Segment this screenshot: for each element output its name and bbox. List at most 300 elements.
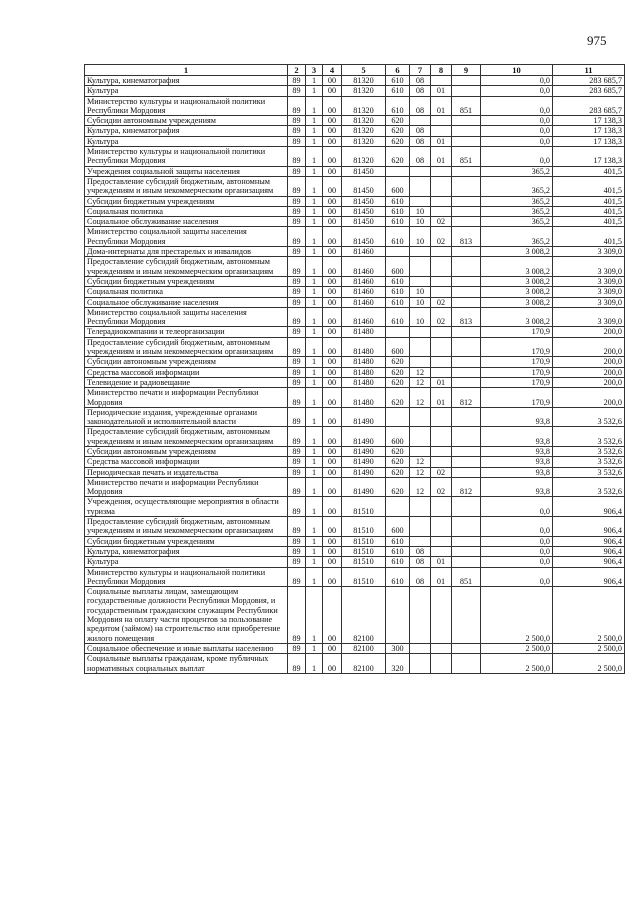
table-row <box>85 477 625 497</box>
code-a-cell: 1 <box>306 96 323 116</box>
code-a-cell: 1 <box>306 147 323 167</box>
code-expense-type-cell: 610 <box>386 217 410 227</box>
code-subsection-cell <box>431 446 452 456</box>
code-grbs-cell: 89 <box>288 206 306 216</box>
table-row <box>85 517 625 537</box>
code-section-cell: 10 <box>410 287 431 297</box>
code-ministry-cell <box>452 557 481 567</box>
code-a-cell: 1 <box>306 377 323 387</box>
code-target-cell: 81490 <box>342 477 386 497</box>
amount-year-2-cell: 906,4 <box>553 546 625 556</box>
column-header: 7 <box>410 65 431 76</box>
code-subsection-cell <box>431 176 452 196</box>
code-b-cell: 00 <box>323 337 342 357</box>
amount-year-2-cell: 906,4 <box>553 536 625 546</box>
code-grbs-cell: 89 <box>288 427 306 447</box>
amount-year-1-cell: 93,8 <box>481 446 553 456</box>
amount-year-2-cell: 2 500,0 <box>553 654 625 674</box>
item-name-cell: Субсидии бюджетным учреждениям <box>85 276 288 286</box>
amount-year-1-cell: 365,2 <box>481 176 553 196</box>
code-ministry-cell: 813 <box>452 227 481 247</box>
table-row <box>85 257 625 277</box>
code-expense-type-cell: 610 <box>386 307 410 327</box>
code-subsection-cell <box>431 196 452 206</box>
code-expense-type-cell <box>386 166 410 176</box>
code-target-cell: 81510 <box>342 557 386 567</box>
code-grbs-cell: 89 <box>288 654 306 674</box>
code-expense-type-cell: 620 <box>386 357 410 367</box>
amount-year-2-cell: 2 500,0 <box>553 587 625 644</box>
code-target-cell: 81450 <box>342 166 386 176</box>
item-name-cell: Культура <box>85 557 288 567</box>
code-expense-type-cell: 610 <box>386 76 410 86</box>
code-subsection-cell: 01 <box>431 147 452 167</box>
amount-year-2-cell: 401,5 <box>553 217 625 227</box>
code-b-cell: 00 <box>323 206 342 216</box>
amount-year-2-cell: 200,0 <box>553 327 625 337</box>
code-section-cell <box>410 654 431 674</box>
code-ministry-cell <box>452 337 481 357</box>
code-a-cell: 1 <box>306 367 323 377</box>
table-row <box>85 136 625 146</box>
code-ministry-cell <box>452 457 481 467</box>
amount-year-1-cell: 0,0 <box>481 517 553 537</box>
code-expense-type-cell: 600 <box>386 176 410 196</box>
code-ministry-cell <box>452 497 481 517</box>
table-row <box>85 166 625 176</box>
code-b-cell: 00 <box>323 287 342 297</box>
column-header: 10 <box>481 65 553 76</box>
item-name-cell: Социальные выплаты гражданам, кроме публичных нормативных социальных выплат <box>85 654 288 674</box>
amount-year-1-cell: 3 008,2 <box>481 297 553 307</box>
item-name-cell: Министерство социальной защиты населения Республики Мордовия <box>85 227 288 247</box>
table-row <box>85 557 625 567</box>
code-grbs-cell: 89 <box>288 467 306 477</box>
code-grbs-cell: 89 <box>288 536 306 546</box>
item-name-cell: Социальная политика <box>85 287 288 297</box>
code-expense-type-cell: 610 <box>386 276 410 286</box>
code-target-cell: 81450 <box>342 176 386 196</box>
code-target-cell: 81320 <box>342 116 386 126</box>
code-ministry-cell <box>452 377 481 387</box>
column-header: 5 <box>342 65 386 76</box>
code-expense-type-cell: 620 <box>386 446 410 456</box>
code-ministry-cell <box>452 587 481 644</box>
amount-year-1-cell: 0,0 <box>481 96 553 116</box>
code-expense-type-cell: 600 <box>386 337 410 357</box>
code-grbs-cell: 89 <box>288 517 306 537</box>
table-row <box>85 247 625 257</box>
code-b-cell: 00 <box>323 587 342 644</box>
code-target-cell: 81460 <box>342 297 386 307</box>
code-b-cell: 00 <box>323 257 342 277</box>
amount-year-1-cell: 0,0 <box>481 76 553 86</box>
code-a-cell: 1 <box>306 136 323 146</box>
code-a-cell: 1 <box>306 206 323 216</box>
code-section-cell: 12 <box>410 457 431 467</box>
column-header: 3 <box>306 65 323 76</box>
code-subsection-cell: 01 <box>431 557 452 567</box>
code-grbs-cell: 89 <box>288 176 306 196</box>
item-name-cell: Предоставление субсидий бюджетным, автономным учреждениям и иным некоммерческим организациям <box>85 257 288 277</box>
table-row <box>85 567 625 587</box>
code-a-cell: 1 <box>306 247 323 257</box>
code-expense-type-cell: 620 <box>386 147 410 167</box>
amount-year-2-cell: 200,0 <box>553 357 625 367</box>
code-a-cell: 1 <box>306 176 323 196</box>
code-subsection-cell <box>431 357 452 367</box>
amount-year-1-cell: 170,9 <box>481 377 553 387</box>
code-target-cell: 81320 <box>342 96 386 116</box>
code-section-cell: 12 <box>410 377 431 387</box>
code-a-cell: 1 <box>306 407 323 427</box>
table-row <box>85 407 625 427</box>
item-name-cell: Предоставление субсидий бюджетным, автономным учреждениям и иным некоммерческим организациям <box>85 337 288 357</box>
code-expense-type-cell <box>386 327 410 337</box>
code-target-cell: 81320 <box>342 136 386 146</box>
amount-year-1-cell: 0,0 <box>481 147 553 167</box>
code-target-cell: 81490 <box>342 467 386 477</box>
code-a-cell: 1 <box>306 196 323 206</box>
code-subsection-cell <box>431 126 452 136</box>
code-grbs-cell: 89 <box>288 388 306 408</box>
code-ministry-cell <box>452 536 481 546</box>
code-ministry-cell <box>452 654 481 674</box>
amount-year-2-cell: 17 138,3 <box>553 147 625 167</box>
code-ministry-cell <box>452 176 481 196</box>
code-subsection-cell <box>431 337 452 357</box>
code-section-cell <box>410 446 431 456</box>
code-target-cell: 81480 <box>342 337 386 357</box>
code-subsection-cell: 02 <box>431 297 452 307</box>
code-ministry-cell <box>452 446 481 456</box>
code-grbs-cell: 89 <box>288 257 306 277</box>
code-grbs-cell: 89 <box>288 116 306 126</box>
code-a-cell: 1 <box>306 76 323 86</box>
amount-year-1-cell: 0,0 <box>481 86 553 96</box>
code-grbs-cell: 89 <box>288 196 306 206</box>
item-name-cell: Социальное обеспечение и иные выплаты населению <box>85 643 288 653</box>
code-grbs-cell: 89 <box>288 377 306 387</box>
code-ministry-cell <box>452 276 481 286</box>
code-target-cell: 81490 <box>342 427 386 447</box>
code-subsection-cell: 02 <box>431 477 452 497</box>
code-grbs-cell: 89 <box>288 227 306 247</box>
column-header: 6 <box>386 65 410 76</box>
code-target-cell: 81510 <box>342 517 386 537</box>
table-row <box>85 196 625 206</box>
code-target-cell: 81320 <box>342 76 386 86</box>
code-subsection-cell <box>431 367 452 377</box>
code-section-cell: 08 <box>410 86 431 96</box>
code-grbs-cell: 89 <box>288 247 306 257</box>
code-subsection-cell: 01 <box>431 388 452 408</box>
amount-year-2-cell: 906,4 <box>553 497 625 517</box>
amount-year-2-cell: 3 532,6 <box>553 467 625 477</box>
table-row <box>85 307 625 327</box>
code-section-cell: 08 <box>410 136 431 146</box>
code-expense-type-cell: 620 <box>386 367 410 377</box>
item-name-cell: Министерство печати и информации Республики Мордовия <box>85 477 288 497</box>
code-section-cell: 12 <box>410 388 431 408</box>
code-ministry-cell <box>452 546 481 556</box>
code-expense-type-cell: 610 <box>386 96 410 116</box>
code-b-cell: 00 <box>323 327 342 337</box>
code-a-cell: 1 <box>306 643 323 653</box>
code-b-cell: 00 <box>323 643 342 653</box>
table-row <box>85 76 625 86</box>
code-grbs-cell: 89 <box>288 567 306 587</box>
code-b-cell: 00 <box>323 467 342 477</box>
amount-year-1-cell: 365,2 <box>481 196 553 206</box>
table-row <box>85 86 625 96</box>
amount-year-1-cell: 365,2 <box>481 166 553 176</box>
item-name-cell: Телерадиокомпании и телеорганизации <box>85 327 288 337</box>
code-grbs-cell: 89 <box>288 217 306 227</box>
table-row <box>85 497 625 517</box>
amount-year-2-cell: 200,0 <box>553 377 625 387</box>
code-subsection-cell <box>431 276 452 286</box>
item-name-cell: Социальные выплаты лицам, замещающим государственные должности Республики Мордовия, и государственным гражданским служащим Республики Мордовия на оплату части процентов за пользование кредитом (займом) на строительство или приобретение жилого помещения <box>85 587 288 644</box>
code-b-cell: 00 <box>323 357 342 367</box>
code-target-cell: 81450 <box>342 227 386 247</box>
item-name-cell: Культура, кинематография <box>85 546 288 556</box>
page-number: 975 <box>587 33 607 48</box>
amount-year-2-cell: 200,0 <box>553 388 625 408</box>
code-ministry-cell: 813 <box>452 307 481 327</box>
code-target-cell: 81510 <box>342 567 386 587</box>
table-row <box>85 388 625 408</box>
amount-year-2-cell: 3 532,6 <box>553 457 625 467</box>
code-section-cell: 08 <box>410 546 431 556</box>
code-ministry-cell <box>452 427 481 447</box>
code-a-cell: 1 <box>306 297 323 307</box>
code-a-cell: 1 <box>306 276 323 286</box>
code-b-cell: 00 <box>323 276 342 286</box>
amount-year-1-cell: 170,9 <box>481 337 553 357</box>
amount-year-2-cell: 200,0 <box>553 367 625 377</box>
item-name-cell: Министерство социальной защиты населения Республики Мордовия <box>85 307 288 327</box>
code-a-cell: 1 <box>306 287 323 297</box>
table-row <box>85 227 625 247</box>
code-a-cell: 1 <box>306 546 323 556</box>
table-row <box>85 587 625 644</box>
code-expense-type-cell: 620 <box>386 388 410 408</box>
code-subsection-cell <box>431 407 452 427</box>
table-row <box>85 96 625 116</box>
code-subsection-cell: 01 <box>431 86 452 96</box>
code-section-cell: 10 <box>410 206 431 216</box>
table-row <box>85 536 625 546</box>
amount-year-2-cell: 906,4 <box>553 567 625 587</box>
amount-year-1-cell: 3 008,2 <box>481 287 553 297</box>
item-name-cell: Периодические издания, учрежденные органами законодательной и исполнительной власти <box>85 407 288 427</box>
item-name-cell: Министерство печати и информации Республики Мордовия <box>85 388 288 408</box>
code-section-cell: 08 <box>410 567 431 587</box>
item-name-cell: Культура, кинематография <box>85 76 288 86</box>
code-ministry-cell: 851 <box>452 567 481 587</box>
code-expense-type-cell: 620 <box>386 116 410 126</box>
code-subsection-cell <box>431 76 452 86</box>
code-a-cell: 1 <box>306 388 323 408</box>
item-name-cell: Министерство культуры и национальной политики Республики Мордовия <box>85 147 288 167</box>
code-target-cell: 81460 <box>342 247 386 257</box>
code-section-cell: 10 <box>410 307 431 327</box>
code-subsection-cell <box>431 497 452 517</box>
item-name-cell: Предоставление субсидий бюджетным, автономным учреждениям и иным некоммерческим организациям <box>85 176 288 196</box>
code-grbs-cell: 89 <box>288 557 306 567</box>
table-row <box>85 427 625 447</box>
column-header: 4 <box>323 65 342 76</box>
code-expense-type-cell: 610 <box>386 557 410 567</box>
amount-year-2-cell: 2 500,0 <box>553 643 625 653</box>
table-row <box>85 116 625 126</box>
code-ministry-cell <box>452 196 481 206</box>
code-section-cell <box>410 536 431 546</box>
code-b-cell: 00 <box>323 407 342 427</box>
code-section-cell <box>410 166 431 176</box>
item-name-cell: Предоставление субсидий бюджетным, автономным учреждениям и иным некоммерческим организациям <box>85 517 288 537</box>
code-ministry-cell <box>452 327 481 337</box>
amount-year-2-cell: 283 685,7 <box>553 86 625 96</box>
code-subsection-cell <box>431 587 452 644</box>
code-b-cell: 00 <box>323 377 342 387</box>
code-grbs-cell: 89 <box>288 147 306 167</box>
amount-year-2-cell: 17 138,3 <box>553 116 625 126</box>
item-name-cell: Средства массовой информации <box>85 367 288 377</box>
item-name-cell: Субсидии бюджетным учреждениям <box>85 536 288 546</box>
item-name-cell: Учреждения, осуществляющие мероприятия в области туризма <box>85 497 288 517</box>
item-name-cell: Субсидии автономным учреждениям <box>85 446 288 456</box>
code-grbs-cell: 89 <box>288 497 306 517</box>
code-subsection-cell <box>431 643 452 653</box>
item-name-cell: Дома-интернаты для престарелых и инвалидов <box>85 247 288 257</box>
code-target-cell: 82100 <box>342 643 386 653</box>
code-a-cell: 1 <box>306 467 323 477</box>
code-grbs-cell: 89 <box>288 546 306 556</box>
table-row <box>85 327 625 337</box>
code-expense-type-cell: 600 <box>386 427 410 447</box>
column-header: 11 <box>553 65 625 76</box>
code-subsection-cell <box>431 257 452 277</box>
code-target-cell: 81480 <box>342 377 386 387</box>
code-a-cell: 1 <box>306 517 323 537</box>
code-b-cell: 00 <box>323 307 342 327</box>
code-expense-type-cell: 610 <box>386 227 410 247</box>
code-expense-type-cell: 610 <box>386 196 410 206</box>
code-b-cell: 00 <box>323 126 342 136</box>
code-a-cell: 1 <box>306 116 323 126</box>
code-target-cell: 81510 <box>342 546 386 556</box>
code-expense-type-cell <box>386 497 410 517</box>
code-b-cell: 00 <box>323 427 342 447</box>
code-section-cell <box>410 427 431 447</box>
code-subsection-cell: 01 <box>431 567 452 587</box>
table-row <box>85 176 625 196</box>
amount-year-2-cell: 17 138,3 <box>553 136 625 146</box>
code-section-cell: 08 <box>410 76 431 86</box>
code-target-cell: 81460 <box>342 307 386 327</box>
item-name-cell: Учреждения социальной защиты населения <box>85 166 288 176</box>
code-grbs-cell: 89 <box>288 327 306 337</box>
code-b-cell: 00 <box>323 227 342 247</box>
amount-year-1-cell: 0,0 <box>481 116 553 126</box>
code-grbs-cell: 89 <box>288 297 306 307</box>
code-b-cell: 00 <box>323 517 342 537</box>
table-row <box>85 467 625 477</box>
code-expense-type-cell: 600 <box>386 517 410 537</box>
amount-year-1-cell: 0,0 <box>481 136 553 146</box>
table-row <box>85 357 625 367</box>
code-a-cell: 1 <box>306 307 323 327</box>
code-a-cell: 1 <box>306 357 323 367</box>
code-b-cell: 00 <box>323 217 342 227</box>
code-expense-type-cell: 610 <box>386 287 410 297</box>
code-section-cell <box>410 247 431 257</box>
code-section-cell: 08 <box>410 147 431 167</box>
code-b-cell: 00 <box>323 247 342 257</box>
code-target-cell: 81480 <box>342 388 386 408</box>
amount-year-2-cell: 3 532,6 <box>553 427 625 447</box>
code-ministry-cell <box>452 407 481 427</box>
table-row <box>85 297 625 307</box>
amount-year-2-cell: 401,5 <box>553 227 625 247</box>
code-section-cell <box>410 517 431 537</box>
code-b-cell: 00 <box>323 196 342 206</box>
code-grbs-cell: 89 <box>288 76 306 86</box>
code-a-cell: 1 <box>306 86 323 96</box>
amount-year-2-cell: 906,4 <box>553 557 625 567</box>
amount-year-2-cell: 3 309,0 <box>553 276 625 286</box>
code-b-cell: 00 <box>323 477 342 497</box>
code-target-cell: 81460 <box>342 276 386 286</box>
table-row <box>85 217 625 227</box>
amount-year-1-cell: 93,8 <box>481 427 553 447</box>
code-expense-type-cell: 620 <box>386 467 410 477</box>
column-header: 9 <box>452 65 481 76</box>
amount-year-2-cell: 3 309,0 <box>553 247 625 257</box>
code-b-cell: 00 <box>323 654 342 674</box>
code-subsection-cell <box>431 247 452 257</box>
code-target-cell: 81320 <box>342 86 386 96</box>
code-subsection-cell <box>431 427 452 447</box>
code-b-cell: 00 <box>323 86 342 96</box>
amount-year-1-cell: 93,8 <box>481 477 553 497</box>
code-expense-type-cell: 600 <box>386 257 410 277</box>
code-b-cell: 00 <box>323 546 342 556</box>
amount-year-1-cell: 0,0 <box>481 546 553 556</box>
code-target-cell: 81510 <box>342 497 386 517</box>
table-row <box>85 457 625 467</box>
code-ministry-cell <box>452 86 481 96</box>
code-target-cell: 81480 <box>342 367 386 377</box>
code-section-cell: 10 <box>410 297 431 307</box>
table-row <box>85 287 625 297</box>
amount-year-2-cell: 3 532,6 <box>553 477 625 497</box>
code-grbs-cell: 89 <box>288 337 306 357</box>
item-name-cell: Культура, кинематография <box>85 126 288 136</box>
code-section-cell <box>410 337 431 357</box>
code-grbs-cell: 89 <box>288 136 306 146</box>
code-section-cell: 12 <box>410 367 431 377</box>
amount-year-2-cell: 3 309,0 <box>553 287 625 297</box>
item-name-cell: Предоставление субсидий бюджетным, автономным учреждениям и иным некоммерческим организациям <box>85 427 288 447</box>
code-expense-type-cell: 610 <box>386 86 410 96</box>
code-grbs-cell: 89 <box>288 86 306 96</box>
item-name-cell: Субсидии бюджетным учреждениям <box>85 196 288 206</box>
item-name-cell: Социальное обслуживание населения <box>85 217 288 227</box>
code-a-cell: 1 <box>306 557 323 567</box>
